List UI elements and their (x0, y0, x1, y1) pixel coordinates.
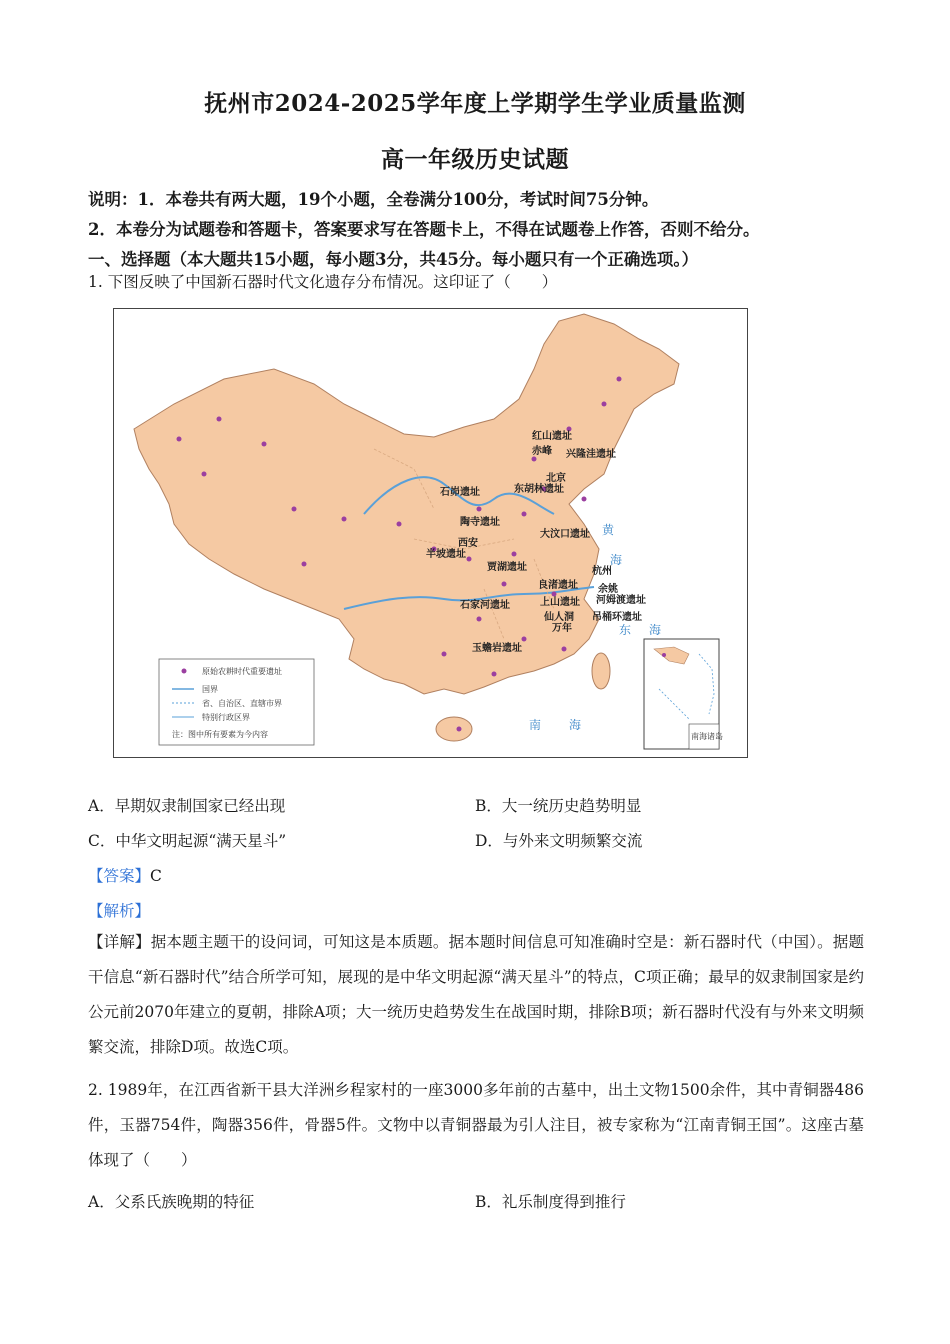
detail-text: 据本题主题干的设问词，可知这是本质题。据本题时间信息可知准确时空是：新石器时代（中国）。据题干信息“新石器时代”结合所学可知，展现的是中华文明起源“满天星斗”的特点，C项正确；最早的奴隶制国家是约公元前2070年建立的夏朝，排除A项；大一统历史趋势发生在战国时期，排除B项；新石器时代没有与外来文明频繁交流，排除D项。故选C项。 (88, 933, 864, 1056)
q1-answer (88, 864, 162, 886)
south-china-sea-inset (644, 639, 723, 749)
site-dot (502, 582, 507, 587)
site-label: 玉蟾岩遗址 (472, 643, 522, 654)
site-dot (177, 437, 182, 442)
legend-item: 国界 (202, 685, 218, 694)
exam-subtitle: 高一年级历史试题 (381, 146, 569, 173)
site-dot (262, 442, 267, 447)
site-label: 红山遗址 (532, 431, 572, 442)
sea-label-yellow-1: 黄 (602, 523, 615, 537)
q1-detail (88, 925, 864, 1065)
instruction-line-1: 说明：1．本卷共有两大题，19个小题，全卷满分100分，考试时间75分钟。 (88, 190, 659, 209)
q1-option-a: A．早期奴隶制国家已经出现 (88, 797, 286, 815)
answer-value: C (150, 867, 162, 885)
site-dot (342, 517, 347, 522)
site-label: 上山遗址 (540, 597, 580, 608)
site-label: 仙人洞 (544, 612, 574, 623)
site-dot (552, 592, 557, 597)
site-label: 大汶口遗址 (540, 529, 590, 540)
site-dot (467, 557, 472, 562)
legend-item: 特别行政区界 (202, 713, 250, 722)
site-dot (492, 672, 497, 677)
q1-option-d: D．与外来文明频繁交流 (475, 832, 643, 850)
site-dot (617, 377, 622, 382)
site-dot (457, 727, 462, 732)
site-label: 北京 (546, 473, 566, 484)
answer-tag: 【答案】 (88, 867, 151, 885)
q2-option-b: B．礼乐制度得到推行 (475, 1193, 626, 1211)
site-label: 良渚遗址 (538, 580, 578, 591)
site-label: 河姆渡遗址 (596, 595, 646, 606)
china-landmass (134, 314, 679, 694)
site-label: 吊桶环遗址 (592, 612, 642, 623)
site-dot (512, 552, 517, 557)
instruction-line-2: 2．本卷分为试题卷和答题卡，答案要求写在答题卡上，不得在试题卷上作答，否则不给分。 (88, 220, 760, 239)
taiwan-island (592, 653, 610, 689)
q1-option-c: C．中华文明起源“满天星斗” (88, 832, 287, 850)
exam-title: 抚州市2024-2025学年度上学期学生学业质量监测 (204, 90, 746, 117)
sea-label-south-2: 海 (569, 718, 582, 732)
site-dot (217, 417, 222, 422)
legend-item: 原始农耕时代重要遗址 (202, 667, 282, 676)
hainan-island (436, 717, 472, 741)
site-label: 万年 (552, 623, 572, 634)
site-label: 石家河遗址 (460, 600, 510, 611)
site-dot (302, 562, 307, 567)
site-label: 兴隆洼遗址 (566, 449, 616, 460)
site-dot (397, 522, 402, 527)
site-dot (582, 497, 587, 502)
site-label: 西安 (458, 538, 478, 549)
neolithic-sites-map (113, 308, 748, 758)
site-dot (532, 457, 537, 462)
map-legend (159, 659, 314, 745)
site-label: 陶寺遗址 (460, 517, 500, 528)
site-dot (477, 617, 482, 622)
question-1-stem: 1. 下图反映了中国新石器时代文化遗存分布情况。这印证了（ ） (88, 273, 558, 291)
q1-analysis-tag (88, 899, 150, 921)
site-label: 半坡遗址 (426, 549, 466, 560)
site-label: 杭州 (592, 566, 612, 577)
section-heading: 一、选择题（本大题共15小题，每小题3分，共45分。每小题只有一个正确选项。） (88, 250, 699, 269)
site-label: 赤峰 (532, 446, 552, 457)
legend-item: 省、自治区、直辖市界 (202, 699, 282, 708)
sea-label-east-2: 海 (649, 623, 662, 637)
sea-label-east-1: 东 (619, 623, 632, 637)
site-label: 贾湖遗址 (487, 562, 527, 573)
site-dot (602, 402, 607, 407)
sea-label-yellow-2: 海 (610, 553, 623, 567)
inset-label: 南海诸岛 (691, 732, 723, 741)
sea-label-south-1: 南 (529, 718, 542, 732)
site-dot (562, 647, 567, 652)
q2-option-a: A．父系氏族晚期的特征 (88, 1193, 255, 1211)
site-dot (442, 652, 447, 657)
site-dot (292, 507, 297, 512)
q1-option-b: B．大一统历史趋势明显 (475, 797, 642, 815)
detail-tag: 【详解】 (88, 933, 151, 951)
site-label: 余姚 (598, 584, 618, 595)
site-dot (522, 637, 527, 642)
analysis-tag: 【解析】 (88, 902, 151, 920)
site-dot (522, 512, 527, 517)
question-2-stem: 2. 1989年，在江西省新干县大洋洲乡程家村的一座3000多年前的古墓中，出土文物1500余件，其中青铜器486件，玉器754件，陶器356件，骨器5件。文物中以青铜器最为引人注目，被专家称为“江南青铜王国”。这座古墓体现了（ ） (88, 1081, 864, 1169)
site-label: 东胡林遗址 (514, 484, 564, 495)
legend-note: 注：图中所有要素为今内容 (172, 730, 268, 739)
site-label: 石峁遗址 (440, 487, 480, 498)
site-dot (477, 507, 482, 512)
site-dot (202, 472, 207, 477)
